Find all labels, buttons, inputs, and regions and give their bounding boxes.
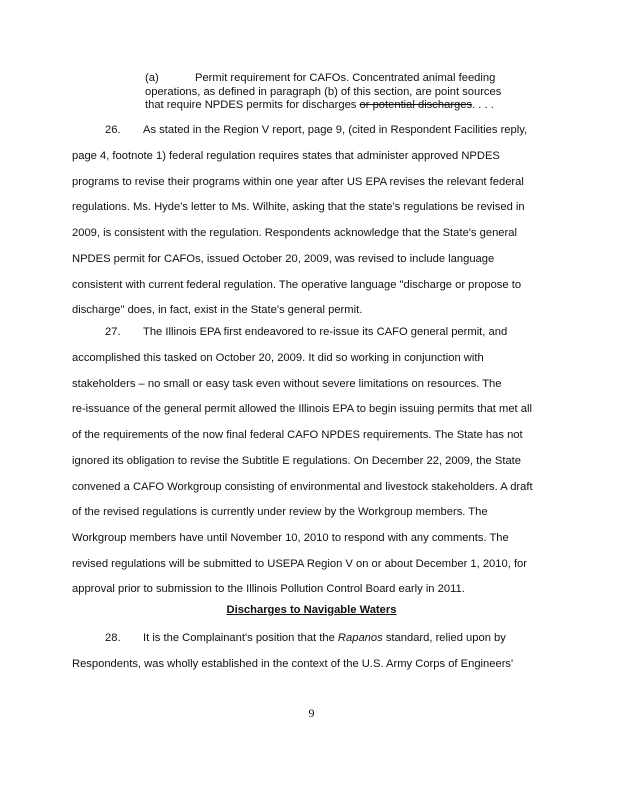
paragraph-line: discharge" does, in fact, exist in the State's general permit. [72,304,363,316]
paragraph-line: NPDES permit for CAFOs, issued October 20, 2009, was revised to include language [72,253,495,265]
quote-line-1: (a) Permit requirement for CAFOs. Concentrated animal feeding [145,72,496,84]
section-heading: Discharges to Navigable Waters [226,604,397,616]
paragraph-line: 28. It is the Complainant's position that the Rapanos standard, relied upon by [105,632,506,644]
paragraph-line: 26. As stated in the Region V report, page 9, (cited in Respondent Facilities reply, [105,124,528,136]
paragraph-line: Workgroup members have until November 10, 2010 to respond with any comments. The [72,532,509,544]
paragraph-line: programs to revise their programs within one year after US EPA revises the relevant federal [72,176,524,188]
paragraph-line: ignored its obligation to revise the Subtitle E regulations. On December 22, 2009, the State [72,455,522,467]
paragraph-line: accomplished this tasked on October 20, 2009. It did so working in conjunction with [72,352,484,364]
page-number: 9 [308,706,315,720]
paragraph-line: of the requirements of the now final federal CAFO NPDES requirements. The State has not [72,429,523,441]
paragraph-line: of the revised regulations is currently under review by the Workgroup members. The [72,506,488,518]
paragraph-line: re-issuance of the general permit allowed the Illinois EPA to begin issuing permits that met all [72,403,532,415]
paragraph-line: revised regulations will be submitted to USEPA Region V on or about December 1, 2010, for [72,558,527,570]
quote-line-3: that require NPDES permits for discharges or potential discharges. . . . [145,99,494,111]
paragraph-line: approval prior to submission to the Illinois Pollution Control Board early in 2011. [72,583,465,595]
paragraph-line: convened a CAFO Workgroup consisting of environmental and livestock stakeholders. A draft [72,481,533,493]
paragraph-line: page 4, footnote 1) federal regulation requires states that administer approved NPDES [72,150,500,162]
paragraph-number: 28. [105,632,121,644]
paragraph-line: stakeholders – no small or easy task even without severe limitations on resources. The [72,378,502,390]
paragraph-line: 2009, is consistent with the regulation. Respondents acknowledge that the State's general [72,227,517,239]
paragraph-line: 27. The Illinois EPA first endeavored to re-issue its CAFO general permit, and [105,326,508,338]
regulation-quote [145,72,545,113]
paragraph-number: 26. [105,124,121,136]
quote-line-2: operations, as defined in paragraph (b) of this section, are point sources [145,85,502,98]
quote-label: (a) [145,72,159,84]
paragraph-number: 27. [105,326,121,338]
paragraph-line: regulations. Ms. Hyde's letter to Ms. Wilhite, asking that the state's regulations be revised in [72,201,525,213]
paragraph-line: consistent with current federal regulation. The operative language "discharge or propose to [72,279,522,291]
paragraph-line: Respondents, was wholly established in the context of the U.S. Army Corps of Engineers' [72,658,514,670]
case-name: Rapanos [337,632,383,644]
struck-text: or potential discharges [359,99,473,111]
